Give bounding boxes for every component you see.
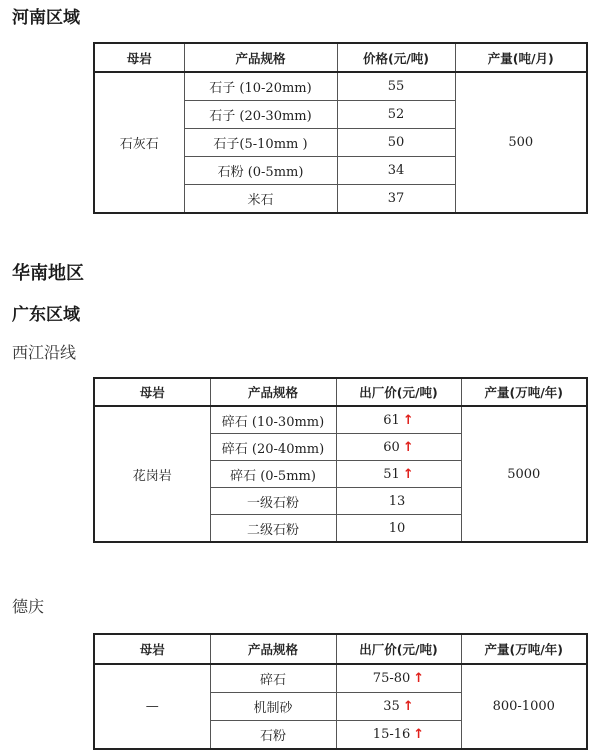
area-title-xijiang: 西江沿线 (12, 343, 77, 362)
rock-cell: 花岗岩 (94, 406, 210, 542)
table-header-row (94, 378, 587, 406)
arrow-up-icon: ↑ (402, 466, 414, 482)
price-cell (336, 693, 461, 721)
price-value: 75-80 (372, 671, 411, 686)
spec-cell: 碎石 (0-5mm) (210, 461, 336, 488)
arrow-up-icon: ↑ (402, 439, 414, 455)
spec-cell: 石粉 (210, 721, 336, 750)
region-heading-south-china: 华南地区 (12, 263, 84, 284)
spec-cell: 二级石粉 (210, 515, 336, 543)
col-header-price: 出厂价(元/吨) (336, 634, 461, 664)
price-value: 51 (383, 466, 400, 482)
spec-cell: 碎石 (20-40mm) (210, 434, 336, 461)
spec-cell: 石粉 (0-5mm) (184, 157, 337, 185)
col-header-rock: 母岩 (94, 43, 184, 72)
col-header-output: 产量(万吨/年) (461, 634, 587, 664)
price-cell (336, 664, 461, 693)
area-title-deqing: 德庆 (12, 597, 45, 616)
region-heading-guangdong: 广东区域 (12, 305, 80, 325)
price-cell (336, 721, 461, 750)
col-header-spec: 产品规格 (184, 43, 337, 72)
table-row (94, 72, 587, 101)
table-header-row (94, 634, 587, 664)
spec-cell: 碎石 (210, 664, 336, 693)
table-header-row (94, 43, 587, 72)
price-value: 13 (388, 493, 406, 509)
region-heading-henan: 河南区域 (12, 8, 80, 28)
col-header-price: 出厂价(元/吨) (336, 378, 461, 406)
output-cell: 500 (455, 72, 587, 213)
output-cell: 5000 (461, 406, 587, 542)
arrow-up-icon: ↑ (402, 412, 414, 428)
spec-cell: 碎石 (10-30mm) (210, 406, 336, 434)
spec-cell: 石子 (10-20mm) (184, 72, 337, 101)
col-header-price: 价格(元/吨) (337, 43, 455, 72)
price-value: 15-16 (372, 727, 411, 742)
price-value: 61 (383, 412, 400, 428)
col-header-rock: 母岩 (94, 378, 210, 406)
xijiang-price-table (93, 377, 588, 543)
price-cell: 52 (337, 101, 455, 129)
col-header-rock: 母岩 (94, 634, 210, 664)
col-header-spec: 产品规格 (210, 634, 336, 664)
price-cell (336, 434, 461, 461)
price-cell: 34 (337, 157, 455, 185)
price-cell (336, 461, 461, 488)
price-value: 10 (388, 520, 406, 536)
output-cell: 800-1000 (461, 664, 587, 749)
price-cell (336, 406, 461, 434)
spec-cell: 石子(5-10mm ) (184, 129, 337, 157)
deqing-price-table (93, 633, 588, 750)
col-header-spec: 产品规格 (210, 378, 336, 406)
rock-cell: — (94, 664, 210, 749)
price-cell: 50 (337, 129, 455, 157)
price-value: 60 (383, 439, 400, 455)
table-row (94, 664, 587, 693)
arrow-up-icon: ↑ (413, 727, 425, 742)
spec-cell: 米石 (184, 185, 337, 214)
price-cell (336, 488, 461, 515)
rock-cell: 石灰石 (94, 72, 184, 213)
spec-cell: 机制砂 (210, 693, 336, 721)
spec-cell: 石子 (20-30mm) (184, 101, 337, 129)
table-row (94, 406, 587, 434)
price-cell: 55 (337, 72, 455, 101)
spec-cell: 一级石粉 (210, 488, 336, 515)
arrow-up-icon: ↑ (402, 699, 414, 714)
henan-price-table (93, 42, 588, 214)
price-value: 35 (383, 699, 400, 714)
col-header-output: 产量(吨/月) (455, 43, 587, 72)
price-cell: 37 (337, 185, 455, 214)
price-cell (336, 515, 461, 543)
arrow-up-icon: ↑ (413, 671, 425, 686)
col-header-output: 产量(万吨/年) (461, 378, 587, 406)
